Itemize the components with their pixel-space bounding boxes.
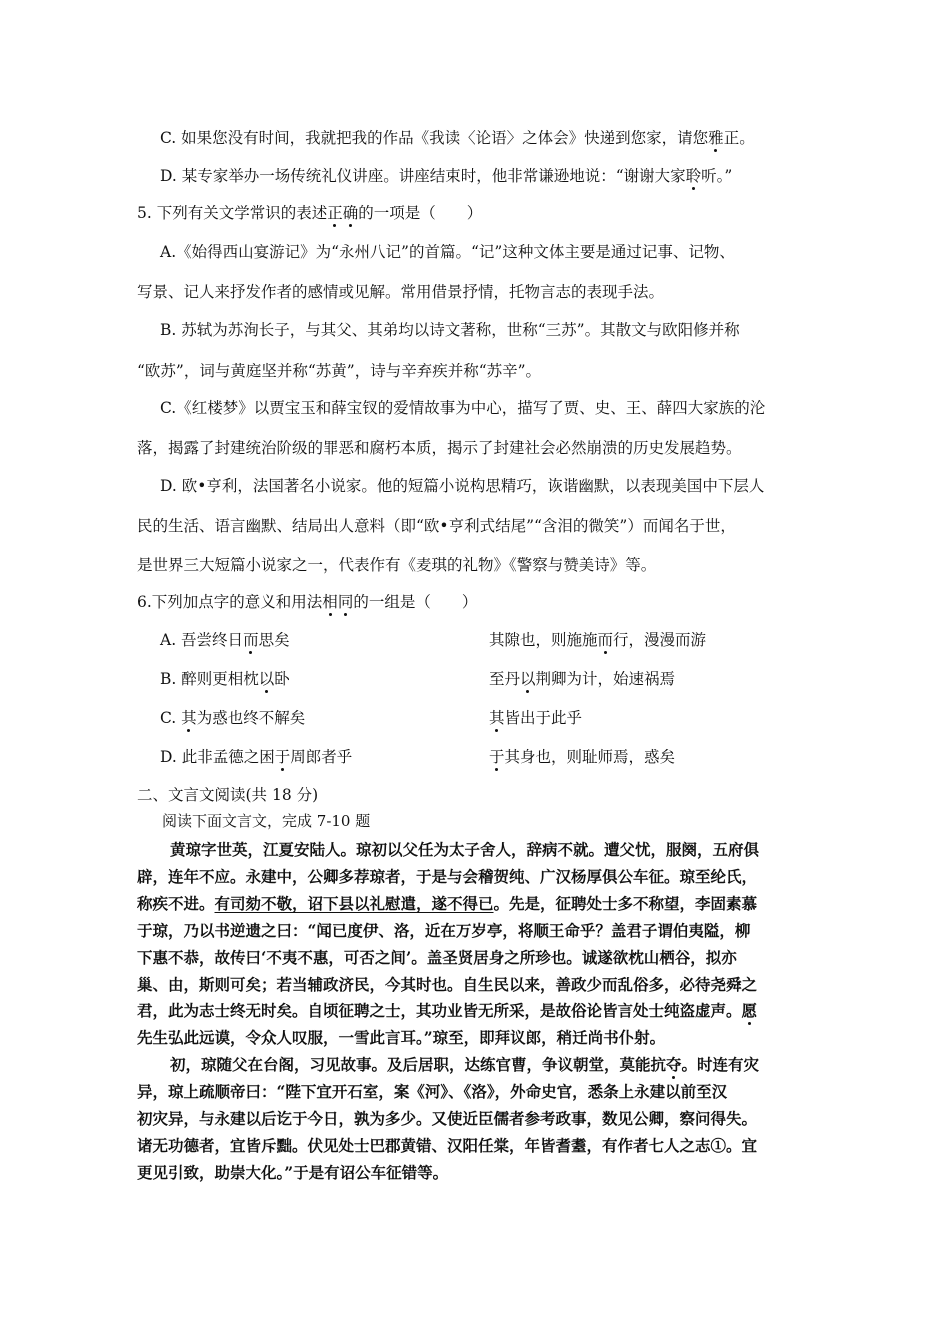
q6-row-b-right: 至丹以荆卿为计，始速祸焉 [489, 670, 676, 688]
passage-line: 下惠不恭，故传曰‘不夷不惠，可否之间’。盖圣贤居身之所珍也。诚遂欲枕山栖谷，拟亦 [137, 948, 737, 967]
emphasis-dot-char: 其 [489, 709, 505, 727]
emphasis-dot-char: 其 [181, 709, 197, 727]
emphasis-dot-char: 于 [274, 748, 291, 766]
emphasis-dot-char: 于 [489, 748, 505, 766]
q5-option-c-line2: 落，揭露了封建统治阶级的罪恶和腐朽本质，揭示了封建社会必然崩溃的历史发展趋势。 [137, 439, 742, 457]
q6-row-c-left: C. 其为惑也终不解矣 [160, 709, 306, 727]
q6-row-a-right: 其隙也，则施施而行，漫漫而游 [489, 631, 707, 649]
q5-option-d-line3: 是世界三大短篇小说家之一，代表作有《麦琪的礼物》《警察与赞美诗》等。 [137, 556, 657, 574]
emphasis-dot-char: 以 [520, 670, 536, 688]
q4-option-d: D. 某专家举办一场传统礼仪讲座。讲座结束时，他非常谦逊地说：“谢谢大家聆听。” [160, 167, 733, 185]
emphasis-dot-char: 以 [258, 670, 275, 688]
emphasis-dot-char: 夺 [666, 1055, 682, 1074]
emphasis-dot-char: 确 [342, 204, 359, 222]
underlined-sentence: 有司劾不敬，诏下县以礼慰遣，遂不得已 [214, 894, 494, 913]
q5-stem: 5. 下列有关文学常识的表述正确的一项是（ ） [137, 204, 483, 222]
q6-row-b-left: B. 醉则更相枕以卧 [160, 670, 290, 688]
passage-line: 黄琼字世英，江夏安陆人。琼初以父任为太子舍人，辞病不就。遭父忧，服阕，五府俱 [170, 840, 760, 859]
passage-line: 初，琼随父在台阁，习见故事。及后居职，达练官曹，争议朝堂，莫能抗夺。时连有灾 [170, 1055, 760, 1074]
q5-option-a-line2: 写景、记人来抒发作者的感情或见解。常用借景抒情，托物言志的表现手法。 [137, 283, 665, 301]
emphasis-dot-char: 正 [327, 204, 343, 222]
q6-row-a-left: A. 吾尝终日而思矣 [160, 631, 290, 649]
emphasis-dot-char: 雅 [708, 129, 724, 147]
q4-option-c: C. 如果您没有时间，我就把我的作品《我读〈论语〉之体会》快递到您家，请您雅正。 [160, 129, 755, 147]
q5-option-b-line1: B. 苏轼为苏洵长子，与其父、其弟均以诗文著称，世称“三苏”。其散文与欧阳修并称 [160, 321, 740, 339]
passage-line: 君，此为志士终无时矣。自顷征聘之士，其功业皆无所采，是故俗论皆言处士纯盗虚声。愿 [137, 1001, 758, 1020]
emphasis-dot-char: 相 [322, 593, 338, 611]
section-heading: 二、文言文阅读(共 18 分) [137, 786, 319, 804]
q5-option-b-line2: “欧苏”，词与黄庭坚并称“苏黄”，诗与辛弃疾并称“苏辛”。 [137, 362, 542, 380]
q6-row-d-left: D. 此非孟德之困于周郎者乎 [160, 748, 353, 766]
emphasis-dot-char: 聆 [685, 167, 702, 185]
passage-line: 异，琼上疏顺帝曰：“陛下宜开石室，案《河》、《洛》，外命史官，悉条上永建以前至汉 [137, 1082, 728, 1101]
q5-option-d-line2: 民的生活、语言幽默、结局出人意料（即“欧•亨利式结尾”“含泪的微笑”）而闻名于世， [137, 517, 736, 535]
emphasis-dot-char: 而 [597, 631, 614, 649]
passage-line: 于琼，乃以书逆遗之曰：“闻已度伊、洛，近在万岁亭，将顺王命乎？盖君子谓伯夷隘，柳 [137, 921, 751, 940]
passage-line: 称疾不进。有司劾不敬，诏下县以礼慰遣，遂不得已。先是，征聘处士多不称望，李固素慕 [137, 894, 758, 913]
emphasis-dot-char: 而 [243, 631, 259, 649]
passage-line: 巢、由，斯则可矣；若当辅政济民，今其时也。自生民以来，善政少而乱俗多，必待尧舜之 [137, 975, 758, 994]
q6-row-c-right: 其皆出于此乎 [489, 709, 583, 727]
passage-line: 辟，连年不应。永建中，公卿多荐琼者，于是与会稽贺纯、广汉杨厚俱公车征。琼至纶氏， [137, 867, 758, 886]
passage-line: 诸无功德者，宜皆斥黜。伏见处士巴郡黄错、汉阳任棠，年皆耆耋，有作者七人之志①。宜 [137, 1136, 758, 1155]
emphasis-dot-char: 同 [337, 593, 354, 611]
passage-line: 更见引致，助崇大化。”于是有诏公车征错等。 [137, 1163, 449, 1182]
passage-line: 先生弘此远谟，令众人叹服，一雪此言耳。”琼至，即拜议郎，稍迁尚书仆射。 [137, 1028, 666, 1047]
q6-stem: 6.下列加点字的意义和用法相同的一组是（ ） [137, 593, 478, 611]
emphasis-dot-char: 愿 [741, 1001, 758, 1020]
q5-option-a-line1: A.《始得西山宴游记》为“永州八记”的首篇。“记”这种文体主要是通过记事、记物、 [160, 243, 735, 261]
q6-row-d-right: 于其身也，则耻师焉，惑矣 [489, 748, 676, 766]
q5-option-d-line1: D. 欧•亨利，法国著名小说家。他的短篇小说构思精巧，诙谐幽默，以表现美国中下层人 [160, 477, 765, 495]
q5-option-c-line1: C.《红楼梦》以贾宝玉和薛宝钗的爱情故事为中心，描写了贾、史、王、薛四大家族的沦 [160, 399, 766, 417]
section-instruction: 阅读下面文言文，完成 7-10 题 [162, 812, 371, 830]
passage-line: 初灾异，与永建以后讫于今日，孰为多少。又使近臣儒者参考政事，数见公卿，察问得失。 [137, 1109, 758, 1128]
